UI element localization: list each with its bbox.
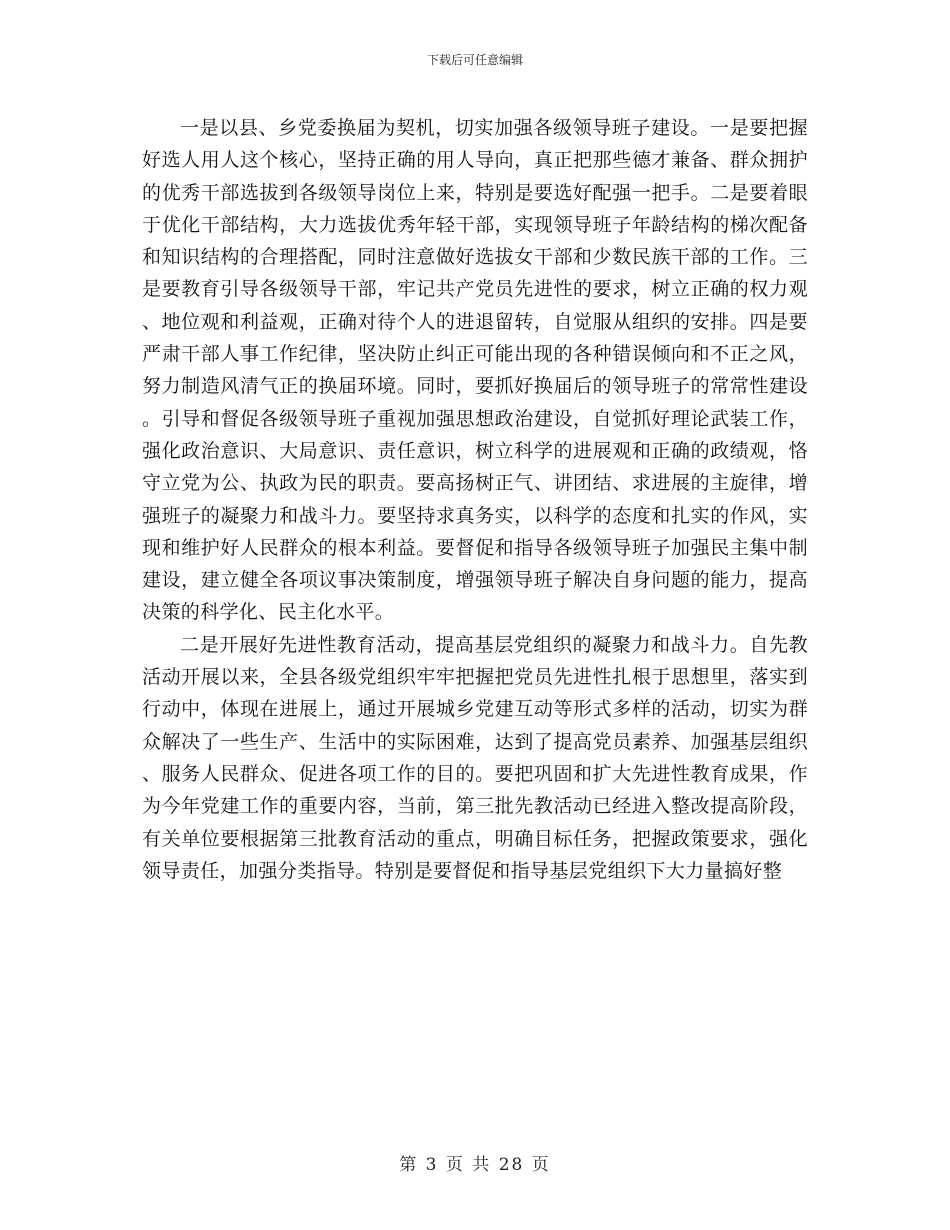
paragraph-1: 一是以县、乡党委换届为契机，切实加强各级领导班子建设。一是要把握好选人用人这个核心，坚持正确的用人导向，真正把那些德才兼备、群众拥护的优秀干部选拔到各级领导岗位上来，特别是要选好配强一把手。二是要着眼于优化干部结构，大力选拔优秀年轻干部，实现领导班子年龄结构的梯次配备和知识结构的合理搭配，同时注意做好选拔女干部和少数民族干部的工作。三是要教育引导各级领导干部，牢记共产党员先进性的要求，树立正确的权力观、地位观和利益观，正确对待个人的进退留转，自觉服从组织的安排。四是要严肃干部人事工作纪律，坚决防止纠正可能出现的各种错误倾向和不正之风，努力制造风清气正的换届环境。同时，要抓好换届后的领导班子的常常性建设。引导和督促各级领导班子重视加强思想政治建设，自觉抓好理论武装工作，强化政治意识、大局意识、责任意识，树立科学的进展观和正确的政绩观，恪守立党为公、执政为民的职责。要高扬树正气、讲团结、求进展的主旋律，增强班子的凝聚力和战斗力。要坚持求真务实，以科学的态度和扎实的作风，实现和维护好人民群众的根本利益。要督促和指导各级领导班子加强民主集中制建设，建立健全各项议事决策制度，增强领导班子解决自身问题的能力，提高决策的科学化、民主化水平。 bbox=[142, 117, 808, 624]
page-footer: 第 3 页 共 28 页 bbox=[399, 1155, 551, 1175]
document-body bbox=[142, 112, 808, 887]
page-header: 下载后可任意编辑 bbox=[426, 53, 523, 67]
paragraph-2: 二是开展好先进性教育活动，提高基层党组织的凝聚力和战斗力。自先教活动开展以来，全县各级党组织牢牢把握把党员先进性扎根于思想里，落实到行动中，体现在进展上，通过开展城乡党建互动等形式多样的活动，切实为群众解决了一些生产、生活中的实际困难，达到了提高党员素养、加强基层组织、服务人民群众、促进各项工作的目的。要把巩固和扩大先进性教育成果，作为今年党建工作的重要内容，当前，第三批先教活动已经进入整改提高阶段，有关单位要根据第三批教育活动的重点，明确目标任务，把握政策要求，强化领导责任，加强分类指导。特别是要督促和指导基层党组织下大力量搞好整 bbox=[142, 633, 808, 882]
